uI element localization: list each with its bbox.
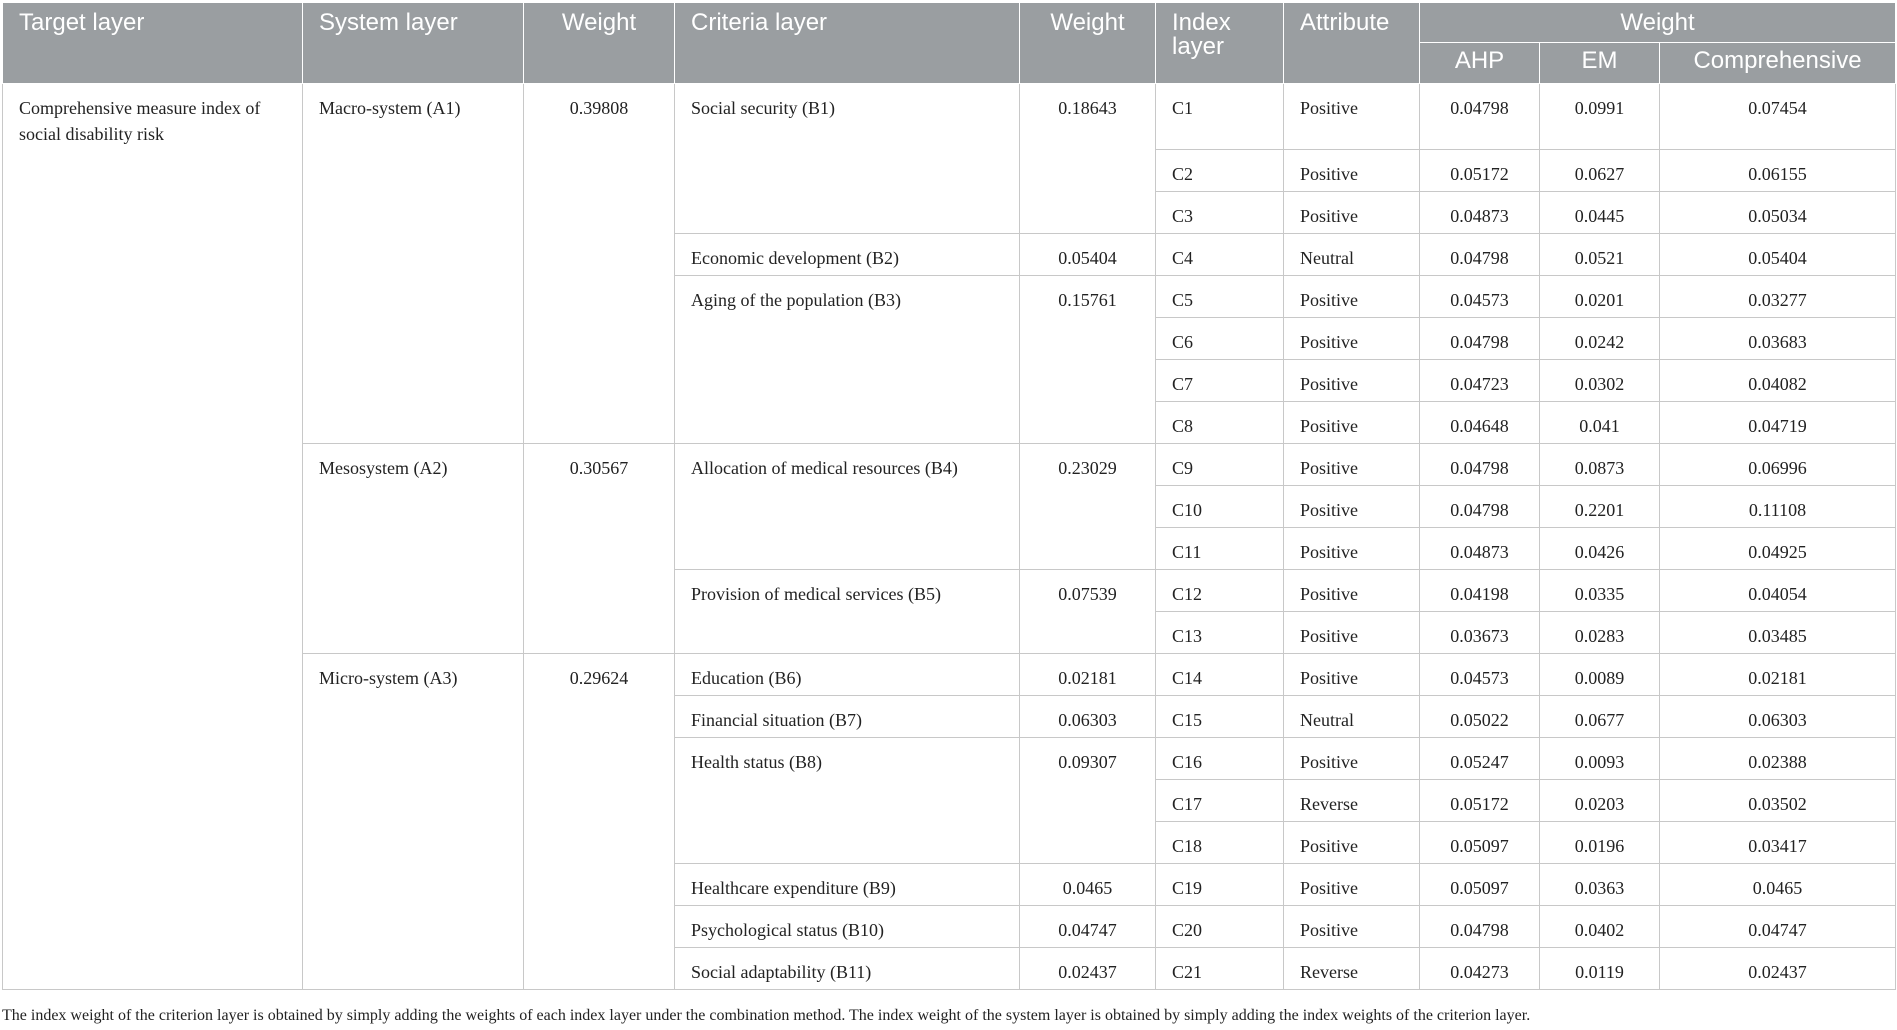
index-ahp-weight: 0.04873: [1420, 528, 1540, 570]
index-comprehensive-weight: 0.03277: [1660, 276, 1896, 318]
index-em-weight: 0.0335: [1540, 570, 1660, 612]
index-em-weight: 0.0201: [1540, 276, 1660, 318]
header-system-layer: System layer: [303, 3, 524, 84]
index-id: C12: [1156, 570, 1284, 612]
index-attribute: Positive: [1284, 528, 1420, 570]
index-em-weight: 0.0196: [1540, 822, 1660, 864]
criteria-name: Financial situation (B7): [675, 696, 1020, 738]
header-comprehensive: Comprehensive: [1660, 43, 1896, 84]
criteria-name: Health status (B8): [675, 738, 1020, 864]
index-attribute: Positive: [1284, 402, 1420, 444]
index-comprehensive-weight: 0.04747: [1660, 906, 1896, 948]
index-id: C14: [1156, 654, 1284, 696]
criteria-name: Aging of the population (B3): [675, 276, 1020, 444]
weights-table-container: [2, 2, 1895, 990]
index-attribute: Positive: [1284, 738, 1420, 780]
criteria-name: Healthcare expenditure (B9): [675, 864, 1020, 906]
index-em-weight: 0.0873: [1540, 444, 1660, 486]
index-id: C1: [1156, 84, 1284, 150]
index-attribute: Neutral: [1284, 696, 1420, 738]
index-em-weight: 0.0627: [1540, 150, 1660, 192]
index-comprehensive-weight: 0.03417: [1660, 822, 1896, 864]
criteria-name: Allocation of medical resources (B4): [675, 444, 1020, 570]
index-ahp-weight: 0.05247: [1420, 738, 1540, 780]
index-attribute: Positive: [1284, 276, 1420, 318]
index-attribute: Reverse: [1284, 780, 1420, 822]
index-attribute: Positive: [1284, 570, 1420, 612]
header-ahp: AHP: [1420, 43, 1540, 84]
index-comprehensive-weight: 0.04054: [1660, 570, 1896, 612]
system-weight: 0.30567: [524, 444, 675, 654]
index-id: C17: [1156, 780, 1284, 822]
index-comprehensive-weight: 0.0465: [1660, 864, 1896, 906]
criteria-weight: 0.06303: [1020, 696, 1156, 738]
header-attribute: Attribute: [1284, 3, 1420, 84]
header-target-layer: Target layer: [3, 3, 303, 84]
index-em-weight: 0.0242: [1540, 318, 1660, 360]
criteria-weight: 0.02437: [1020, 948, 1156, 990]
index-em-weight: 0.2201: [1540, 486, 1660, 528]
index-ahp-weight: 0.04723: [1420, 360, 1540, 402]
index-attribute: Positive: [1284, 360, 1420, 402]
index-id: C2: [1156, 150, 1284, 192]
index-id: C15: [1156, 696, 1284, 738]
index-em-weight: 0.0677: [1540, 696, 1660, 738]
index-ahp-weight: 0.05097: [1420, 864, 1540, 906]
index-em-weight: 0.0089: [1540, 654, 1660, 696]
header-index-layer: Index layer: [1156, 3, 1284, 84]
index-em-weight: 0.0363: [1540, 864, 1660, 906]
index-id: C8: [1156, 402, 1284, 444]
index-comprehensive-weight: 0.05034: [1660, 192, 1896, 234]
index-attribute: Positive: [1284, 150, 1420, 192]
index-id: C21: [1156, 948, 1284, 990]
index-ahp-weight: 0.05022: [1420, 696, 1540, 738]
index-ahp-weight: 0.04798: [1420, 84, 1540, 150]
criteria-weight: 0.02181: [1020, 654, 1156, 696]
criteria-weight: 0.04747: [1020, 906, 1156, 948]
index-id: C19: [1156, 864, 1284, 906]
criteria-name: Social security (B1): [675, 84, 1020, 234]
index-id: C4: [1156, 234, 1284, 276]
index-id: C5: [1156, 276, 1284, 318]
index-attribute: Positive: [1284, 822, 1420, 864]
header-criteria-layer: Criteria layer: [675, 3, 1020, 84]
index-em-weight: 0.0093: [1540, 738, 1660, 780]
index-em-weight: 0.0302: [1540, 360, 1660, 402]
index-attribute: Positive: [1284, 444, 1420, 486]
index-ahp-weight: 0.04798: [1420, 444, 1540, 486]
system-name: Mesosystem (A2): [303, 444, 524, 654]
index-ahp-weight: 0.03673: [1420, 612, 1540, 654]
index-id: C11: [1156, 528, 1284, 570]
index-attribute: Reverse: [1284, 948, 1420, 990]
table-row: [3, 84, 1896, 150]
index-attribute: Positive: [1284, 654, 1420, 696]
index-ahp-weight: 0.04798: [1420, 318, 1540, 360]
header-em: EM: [1540, 43, 1660, 84]
index-attribute: Positive: [1284, 486, 1420, 528]
index-comprehensive-weight: 0.06996: [1660, 444, 1896, 486]
index-attribute: Positive: [1284, 906, 1420, 948]
criteria-weight: 0.07539: [1020, 570, 1156, 654]
index-em-weight: 0.0445: [1540, 192, 1660, 234]
index-em-weight: 0.0521: [1540, 234, 1660, 276]
index-ahp-weight: 0.04273: [1420, 948, 1540, 990]
index-comprehensive-weight: 0.06303: [1660, 696, 1896, 738]
index-comprehensive-weight: 0.05404: [1660, 234, 1896, 276]
index-id: C18: [1156, 822, 1284, 864]
criteria-name: Provision of medical services (B5): [675, 570, 1020, 654]
index-ahp-weight: 0.04873: [1420, 192, 1540, 234]
index-attribute: Neutral: [1284, 234, 1420, 276]
criteria-weight: 0.05404: [1020, 234, 1156, 276]
criteria-weight: 0.0465: [1020, 864, 1156, 906]
table-body: [3, 84, 1896, 990]
index-ahp-weight: 0.04798: [1420, 906, 1540, 948]
index-comprehensive-weight: 0.04925: [1660, 528, 1896, 570]
header-system-weight: Weight: [524, 3, 675, 84]
index-ahp-weight: 0.05172: [1420, 780, 1540, 822]
index-id: C6: [1156, 318, 1284, 360]
index-em-weight: 0.0402: [1540, 906, 1660, 948]
criteria-name: Social adaptability (B11): [675, 948, 1020, 990]
index-comprehensive-weight: 0.04082: [1660, 360, 1896, 402]
index-id: C7: [1156, 360, 1284, 402]
index-ahp-weight: 0.04798: [1420, 234, 1540, 276]
index-em-weight: 0.0119: [1540, 948, 1660, 990]
system-name: Micro-system (A3): [303, 654, 524, 990]
criteria-weight: 0.09307: [1020, 738, 1156, 864]
index-comprehensive-weight: 0.06155: [1660, 150, 1896, 192]
index-comprehensive-weight: 0.02437: [1660, 948, 1896, 990]
index-id: C20: [1156, 906, 1284, 948]
table-footnote: The index weight of the criterion layer is obtained by simply adding the weights of each index layer under the combination method. The index weight of the system layer is obtained by simply adding the index weights of the criterion layer.: [2, 1007, 1531, 1024]
target-layer-cell: Comprehensive measure index of social disability risk: [3, 84, 303, 990]
index-id: C3: [1156, 192, 1284, 234]
index-ahp-weight: 0.04648: [1420, 402, 1540, 444]
index-em-weight: 0.0426: [1540, 528, 1660, 570]
index-id: C10: [1156, 486, 1284, 528]
index-attribute: Positive: [1284, 84, 1420, 150]
index-ahp-weight: 0.04198: [1420, 570, 1540, 612]
index-comprehensive-weight: 0.03485: [1660, 612, 1896, 654]
index-ahp-weight: 0.05172: [1420, 150, 1540, 192]
index-id: C13: [1156, 612, 1284, 654]
index-comprehensive-weight: 0.04719: [1660, 402, 1896, 444]
index-ahp-weight: 0.05097: [1420, 822, 1540, 864]
system-weight: 0.29624: [524, 654, 675, 990]
index-attribute: Positive: [1284, 318, 1420, 360]
criteria-name: Education (B6): [675, 654, 1020, 696]
index-ahp-weight: 0.04573: [1420, 276, 1540, 318]
index-comprehensive-weight: 0.07454: [1660, 84, 1896, 150]
index-comprehensive-weight: 0.11108: [1660, 486, 1896, 528]
index-em-weight: 0.0991: [1540, 84, 1660, 150]
index-comprehensive-weight: 0.03683: [1660, 318, 1896, 360]
index-em-weight: 0.0283: [1540, 612, 1660, 654]
header-index-weight: Weight: [1420, 3, 1896, 43]
header-criteria-weight: Weight: [1020, 3, 1156, 84]
criteria-weight: 0.18643: [1020, 84, 1156, 234]
criteria-weight: 0.15761: [1020, 276, 1156, 444]
index-em-weight: 0.041: [1540, 402, 1660, 444]
index-em-weight: 0.0203: [1540, 780, 1660, 822]
index-ahp-weight: 0.04798: [1420, 486, 1540, 528]
system-name: Macro-system (A1): [303, 84, 524, 444]
index-comprehensive-weight: 0.02388: [1660, 738, 1896, 780]
index-comprehensive-weight: 0.02181: [1660, 654, 1896, 696]
criteria-name: Economic development (B2): [675, 234, 1020, 276]
index-comprehensive-weight: 0.03502: [1660, 780, 1896, 822]
criteria-name: Psychological status (B10): [675, 906, 1020, 948]
index-id: C9: [1156, 444, 1284, 486]
index-ahp-weight: 0.04573: [1420, 654, 1540, 696]
system-weight: 0.39808: [524, 84, 675, 444]
index-attribute: Positive: [1284, 612, 1420, 654]
weights-table: [2, 2, 1896, 990]
index-id: C16: [1156, 738, 1284, 780]
index-attribute: Positive: [1284, 192, 1420, 234]
criteria-weight: 0.23029: [1020, 444, 1156, 570]
index-attribute: Positive: [1284, 864, 1420, 906]
